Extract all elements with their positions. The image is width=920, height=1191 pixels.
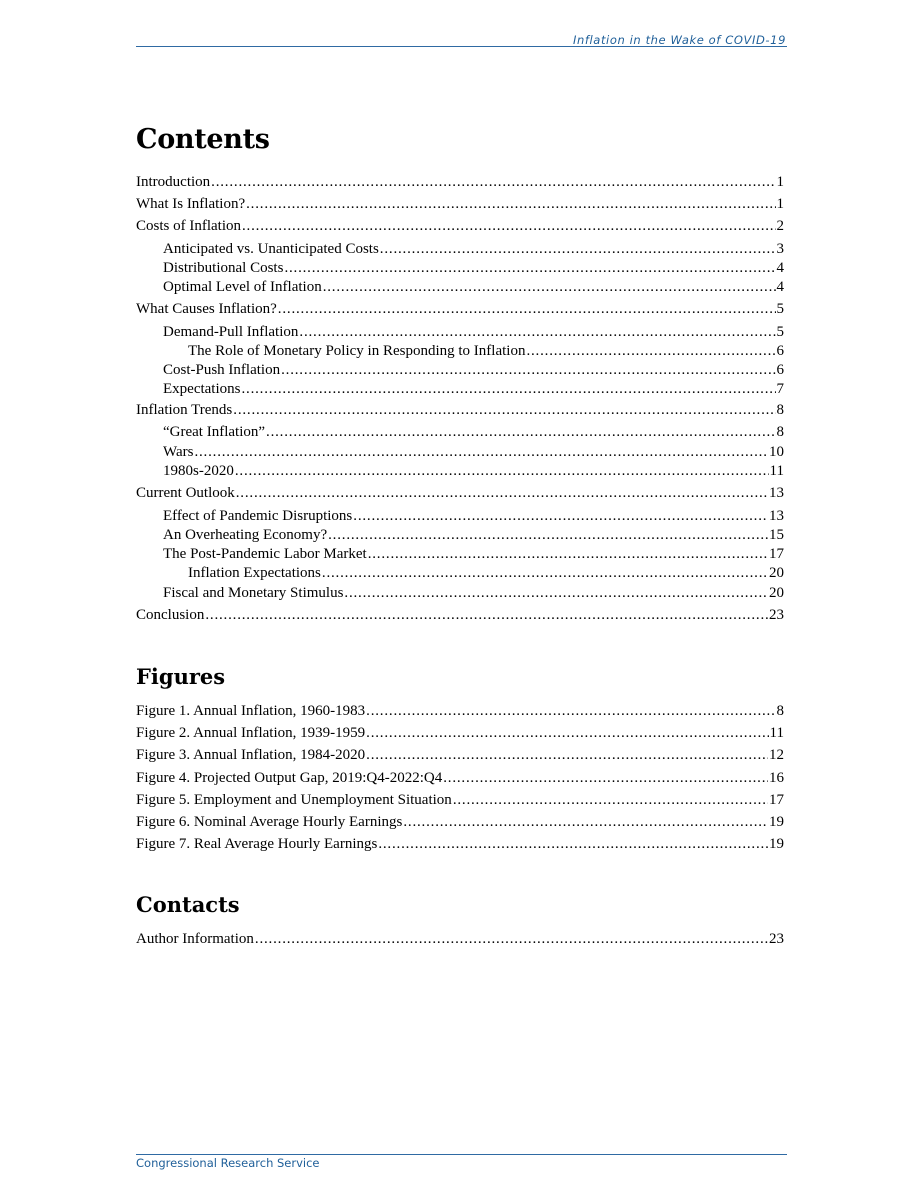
dot-leader xyxy=(236,485,768,502)
contents-entry-label: Conclusion xyxy=(136,607,205,623)
contents-entry-label: Introduction xyxy=(136,174,211,190)
contents-entry-page-number: 15 xyxy=(769,527,784,543)
contents-entry-label: Fiscal and Monetary Stimulus xyxy=(163,585,344,601)
dot-leader xyxy=(241,381,775,398)
contents-entry[interactable] xyxy=(163,527,784,547)
contents-entry-page-number: 1 xyxy=(776,174,784,190)
dot-leader xyxy=(380,241,776,258)
contents-entry[interactable] xyxy=(163,463,784,483)
contents-entry[interactable] xyxy=(163,324,784,344)
dot-leader xyxy=(281,362,775,379)
figure-entry-label: Figure 3. Annual Inflation, 1984-2020 xyxy=(136,747,366,763)
dot-leader xyxy=(235,463,769,480)
dot-leader xyxy=(211,174,775,191)
contents-entry-label: Current Outlook xyxy=(136,485,235,501)
dot-leader xyxy=(366,725,768,742)
contents-entry-label: Costs of Inflation xyxy=(136,218,241,234)
dot-leader xyxy=(443,770,768,787)
contents-entry[interactable] xyxy=(163,585,784,605)
figure-entry-page-number: 19 xyxy=(769,814,784,830)
contents-entry-label: Distributional Costs xyxy=(163,260,284,276)
contents-entry[interactable] xyxy=(163,508,784,528)
contents-entry-page-number: 17 xyxy=(769,546,784,562)
dot-leader xyxy=(366,703,775,720)
figure-entry-label: Figure 4. Projected Output Gap, 2019:Q4-2022:Q4 xyxy=(136,770,443,786)
contents-entry-page-number: 13 xyxy=(769,485,784,501)
running-header-title: Inflation in the Wake of COVID-19 xyxy=(572,33,786,47)
contents-entry[interactable] xyxy=(136,174,784,194)
dot-leader xyxy=(344,585,768,602)
contents-entry-page-number: 20 xyxy=(769,565,784,581)
contact-entry[interactable] xyxy=(136,931,784,951)
contents-entry[interactable] xyxy=(136,218,784,238)
contents-entry-page-number: 11 xyxy=(769,463,784,479)
figure-entry-page-number: 16 xyxy=(769,770,784,786)
contents-entry-label: What Causes Inflation? xyxy=(136,301,277,317)
contents-entry-label: Expectations xyxy=(163,381,241,397)
dot-leader xyxy=(353,508,768,525)
dot-leader xyxy=(368,546,768,563)
figure-entry-page-number: 11 xyxy=(769,725,784,741)
dot-leader xyxy=(284,260,775,277)
contents-entry-page-number: 4 xyxy=(776,279,784,295)
footer-organization: Congressional Research Service xyxy=(136,1156,320,1170)
figure-entry-page-number: 8 xyxy=(776,703,784,719)
figure-entry[interactable] xyxy=(136,792,784,812)
dot-leader xyxy=(453,792,768,809)
contents-entry-page-number: 5 xyxy=(776,301,784,317)
contents-entry-page-number: 7 xyxy=(776,381,784,397)
dot-leader xyxy=(194,444,768,461)
contents-entry-page-number: 1 xyxy=(776,196,784,212)
contents-entry[interactable] xyxy=(163,260,784,280)
contents-entry-page-number: 8 xyxy=(776,402,784,418)
dot-leader xyxy=(266,424,775,441)
contents-entry-label: 1980s-2020 xyxy=(163,463,234,479)
header-rule xyxy=(136,46,787,47)
contents-entry[interactable] xyxy=(163,546,784,566)
contents-entry-page-number: 20 xyxy=(769,585,784,601)
contents-entry-page-number: 10 xyxy=(769,444,784,460)
contents-entry-page-number: 6 xyxy=(776,362,784,378)
figure-entry[interactable] xyxy=(136,725,784,745)
dot-leader xyxy=(526,343,775,360)
figure-entry-label: Figure 2. Annual Inflation, 1939-1959 xyxy=(136,725,366,741)
contents-entry-page-number: 5 xyxy=(776,324,784,340)
dot-leader xyxy=(242,218,776,235)
contents-entry[interactable] xyxy=(136,196,784,216)
figure-entry[interactable] xyxy=(136,703,784,723)
contents-entry[interactable] xyxy=(163,362,784,382)
contents-entry-page-number: 23 xyxy=(769,607,784,623)
figure-entry[interactable] xyxy=(136,747,784,767)
contents-entry-label: Optimal Level of Inflation xyxy=(163,279,322,295)
figure-entry[interactable] xyxy=(136,836,784,856)
contents-entry[interactable] xyxy=(188,565,784,585)
contact-entry-label: Author Information xyxy=(136,931,254,947)
contents-entry-page-number: 3 xyxy=(776,241,784,257)
contents-entry-label: Cost-Push Inflation xyxy=(163,362,281,378)
dot-leader xyxy=(299,324,775,341)
contents-entry[interactable] xyxy=(163,241,784,261)
figure-entry[interactable] xyxy=(136,814,784,834)
contents-entry[interactable] xyxy=(136,402,784,422)
contents-entry[interactable] xyxy=(163,381,784,401)
contents-entry-page-number: 8 xyxy=(776,424,784,440)
contents-entry[interactable] xyxy=(163,424,784,444)
figure-entry-label: Figure 7. Real Average Hourly Earnings xyxy=(136,836,378,852)
dot-leader xyxy=(322,565,768,582)
dot-leader xyxy=(403,814,768,831)
figure-entry-label: Figure 1. Annual Inflation, 1960-1983 xyxy=(136,703,366,719)
footer-rule xyxy=(136,1154,787,1155)
dot-leader xyxy=(328,527,768,544)
contents-entry-page-number: 6 xyxy=(776,343,784,359)
dot-leader xyxy=(378,836,768,853)
contents-entry-label: The Role of Monetary Policy in Responding to Inflation xyxy=(188,343,526,359)
contents-entry-page-number: 13 xyxy=(769,508,784,524)
contents-entry[interactable] xyxy=(136,607,784,627)
contents-entry-label: Anticipated vs. Unanticipated Costs xyxy=(163,241,379,257)
dot-leader xyxy=(255,931,768,948)
contents-heading: Contents xyxy=(136,124,270,155)
contents-entry[interactable] xyxy=(163,444,784,464)
contents-entry-label: Inflation Expectations xyxy=(188,565,321,581)
dot-leader xyxy=(205,607,768,624)
contents-entry-page-number: 4 xyxy=(776,260,784,276)
contents-entry-label: What Is Inflation? xyxy=(136,196,246,212)
contact-entry-page-number: 23 xyxy=(769,931,784,947)
dot-leader xyxy=(233,402,775,419)
figure-entry-page-number: 17 xyxy=(769,792,784,808)
contents-entry[interactable] xyxy=(136,301,784,321)
contents-entry[interactable] xyxy=(136,485,784,505)
contents-entry-label: An Overheating Economy? xyxy=(163,527,328,543)
contents-entry-label: Wars xyxy=(163,444,194,460)
figure-entry-label: Figure 5. Employment and Unemployment Situation xyxy=(136,792,452,808)
figures-heading: Figures xyxy=(136,664,226,689)
contents-entry-label: The Post-Pandemic Labor Market xyxy=(163,546,367,562)
contents-entry-label: Effect of Pandemic Disruptions xyxy=(163,508,353,524)
contents-entry-label: Inflation Trends xyxy=(136,402,233,418)
figure-entry-page-number: 19 xyxy=(769,836,784,852)
contents-entry-label: Demand-Pull Inflation xyxy=(163,324,299,340)
contents-entry-label: “Great Inflation” xyxy=(163,424,266,440)
contents-entry-page-number: 2 xyxy=(776,218,784,234)
figure-entry-page-number: 12 xyxy=(769,747,784,763)
dot-leader xyxy=(323,279,776,296)
dot-leader xyxy=(278,301,776,318)
figure-entry-label: Figure 6. Nominal Average Hourly Earnings xyxy=(136,814,403,830)
dot-leader xyxy=(366,747,768,764)
figure-entry[interactable] xyxy=(136,770,784,790)
contents-entry[interactable] xyxy=(188,343,784,363)
contacts-heading: Contacts xyxy=(136,892,240,917)
dot-leader xyxy=(246,196,775,213)
contents-entry[interactable] xyxy=(163,279,784,299)
